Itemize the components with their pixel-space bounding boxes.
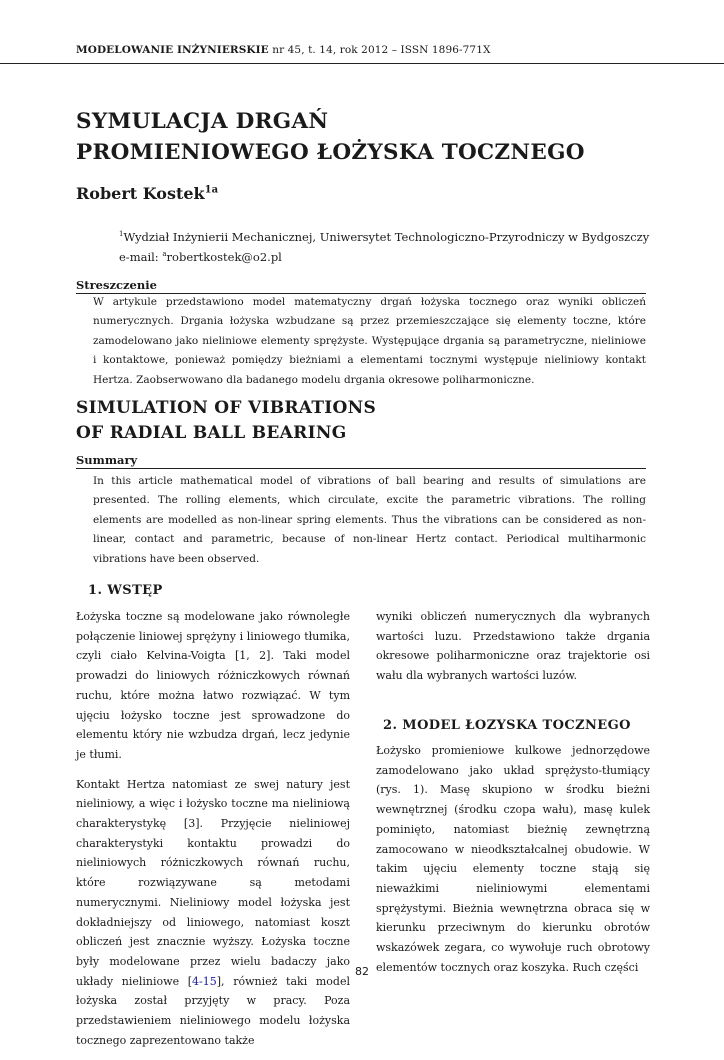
streszczenie-heading: Streszczenie [76,278,157,292]
journal-name: MODELOWANIE INŻYNIERSKIE [76,44,269,56]
english-title [76,396,376,446]
author-sup: 1a [204,184,219,196]
email-address[interactable]: robertkostek@o2.pl [166,249,282,264]
citation-link[interactable]: 4-15 [192,974,217,988]
author-name: Robert Kostek [76,184,205,203]
summary-heading: Summary [76,453,138,467]
affiliation-line [119,226,649,246]
header-divider [0,63,724,64]
summary-text: In this article mathematical model of vibrations of ball bearing and results of simulations are presented. The rolling elements, which circulate, excite the parametric vibrations. The rolling elements are modelled as non-linear spring elements. Thus the vibrations can be considered as non-linear, contact and parametric, because of non-linear Hertz contact. Periodical multiharmonic vibrations have been observed. [93,475,646,565]
email-line [119,246,649,266]
title-line-2: PROMIENIOWEGO ŁOŻYSKA TOCZNEGO [76,140,585,165]
journal-issue: nr 45, t. 14, rok 2012 – ISSN 1896-771X [272,44,491,56]
right-column [376,607,650,696]
paragraph-2-text-b: ], również taki model łożyska został przyjęty w pracy. Poza przedstawieniem nieliniowego modelu łożyska tocznego zaprezentowano także [76,974,350,1047]
section-1-heading: 1. WSTĘP [88,583,163,598]
author [76,184,218,203]
streszczenie-text: W artykule przedstawiono model matematyczny drgań łożyska tocznego oraz wyniki obliczeń numerycznych. Drgania łożyska wzbudzane są przez przemieszczające się elementy toczne, które zamodelowano jako nieliniowe elementy sprężyste. Występujące drgania są parametryczne, nieliniowe i kontaktowe, ponieważ pomiędzy bieżniami a elementami tocznymi występuje nieliniowy kontakt Hertza. Zaobserwowano dla badanego modelu drgania okresowe poliharmoniczne. [93,296,646,386]
page-number: 82 [355,965,369,978]
summary-rule [76,468,646,469]
section-2-paragraph-1: Łożysko promieniowe kulkowe jednorzędowe zamodelowano jako układ sprężysto-tłumiący (rys. 1). Masę skupiono w środku bieżni wewnętrznej (środku czopa wału), masę kulek pominięto, natomiast bieżnię zewnętrzną zamocowano w nieodkształcalnej obudowie. W takim ujęciu elementy toczne stają się nieważkimi nieliniowymi elementami sprężystymi. Bieżnia wewnętrzna obraca się w kierunku przeciwnym do kierunku obrotów wskazówek zegara, co wywołuje ruch obrotowy elementów tocznych oraz koszyka. Ruch części [376,744,650,974]
affiliation-text: Wydział Inżynierii Mechanicznej, Uniwersytet Technologiczno-Przyrodniczy w Bydgoszczy [123,229,650,244]
email-prefix: e-mail: [119,249,163,264]
section-2-heading: 2. MODEL ŁOZYSKA TOCZNEGO [383,718,631,733]
section-1-paragraph-3: wyniki obliczeń numerycznych dla wybranych wartości luzu. Przedstawiono także drgania okresowe poliharmoniczne oraz trajektorie osi wału dla wybranych wartości luzów. [376,610,650,683]
section-1-paragraph-2 [76,775,350,1051]
english-title-line-2: OF RADIAL BALL BEARING [76,423,347,443]
paragraph-2-text-a: Kontakt Hertza natomiast ze swej natury jest nieliniowy, a więc i łożysko toczne ma nieliniową charakterystykę [3]. Przyjęcie nieliniowej charakterystyki kontaktu prowadzi do nieliniowych różniczkowych równań ruchu, które rozwiązywane są metodami numerycznymi. Nieliniowy model łożyska jest dokładniejszy od liniowego, natomiast koszt obliczeń jest znacznie wyższy. Łożyska toczne były modelowane przez wielu badaczy jako układy nieliniowe [ [76,777,350,988]
right-column-section-2 [376,741,650,987]
paper-title [76,106,676,168]
title-line-1: SYMULACJA DRGAŃ [76,109,329,134]
email-sup: a [162,249,167,258]
journal-header [76,44,676,56]
left-column [76,607,350,1060]
english-title-line-1: SIMULATION OF VIBRATIONS [76,398,377,418]
affiliation-sup: 1 [119,230,124,238]
affiliation [119,226,649,266]
section-1-paragraph-1: Łożyska toczne są modelowane jako równoległe połączenie liniowej sprężyny i liniowego tłumika, czyli ciało Kelvina-Voigta [1, 2]. Taki model prowadzi do liniowych różniczkowych równań ruchu, które można łatwo rozwiązać. W tym ujęciu łożysko toczne jest sprowadzone do elementu który nie wzbudza drgań, lecz jedynie je tłumi. [76,610,350,761]
